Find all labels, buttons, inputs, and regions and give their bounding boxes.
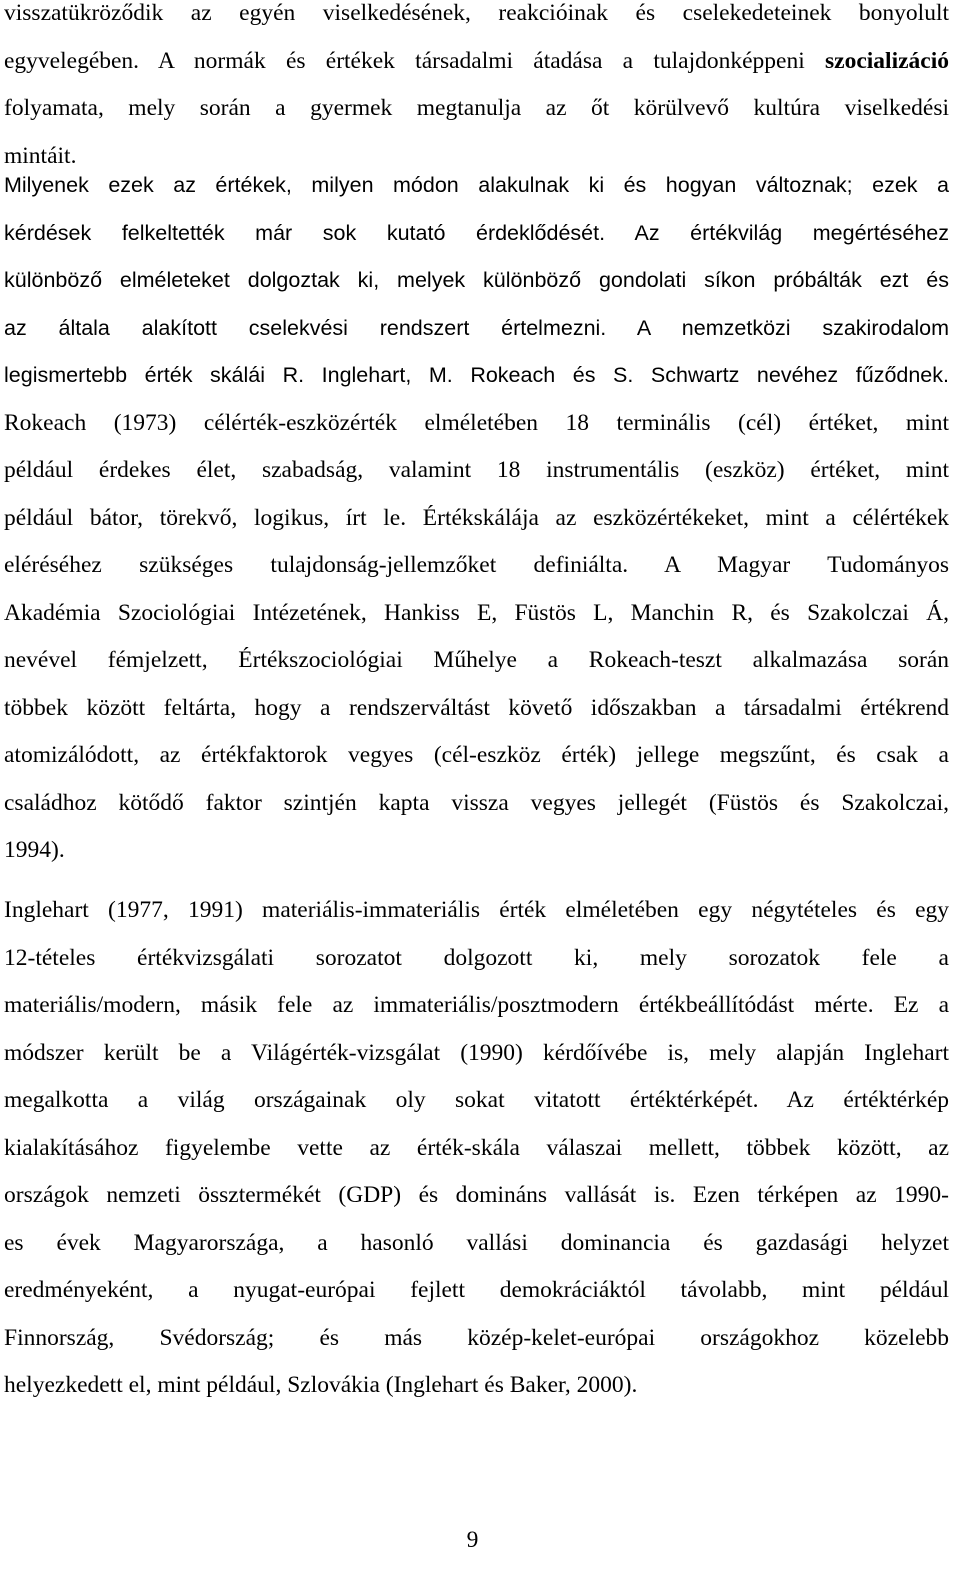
- text-line: 12-tételes értékvizsgálati sorozatot dolgozott ki, mely sorozatok fele a: [4, 944, 949, 971]
- text-line: Milyenek ezek az értékek, milyen módon alakulnak ki és hogyan változnak; ezek a: [4, 173, 949, 197]
- text-line: többek között feltárta, hogy a rendszerváltást követő időszakban a társadalmi értékrend: [4, 694, 949, 721]
- text-line: visszatükröződik az egyén viselkedésének, reakcióinak és cselekedeteinek bonyolult: [4, 0, 949, 26]
- text-line: különböző elméleteket dolgoztak ki, melyek különböző gondolati síkon próbálták ezt és: [4, 268, 949, 292]
- text-line: Inglehart (1977, 1991) materiális-immateriális érték elméletében egy négytételes és egy: [4, 897, 949, 923]
- text-fragment: Az értékvilág megértéséhez: [634, 220, 949, 245]
- text-line: legismertebb érték skálái R. Inglehart, M. Rokeach és S. Schwartz nevéhez fűződnek.: [4, 363, 949, 387]
- text-line: [4, 38, 949, 86]
- page-number: 9: [466, 1527, 479, 1553]
- text-fragment: egyvelegében. A normák és értékek társadalmi átadása a tulajdonképpeni: [4, 47, 805, 74]
- text-line: országok nemzeti össztermékét (GDP) és domináns vallását is. Ezen térképen az 1990-: [4, 1182, 949, 1208]
- text-line: eléréséhez szükséges tulajdonság-jellemzőket definiálta. A Magyar Tudományos: [4, 552, 949, 578]
- text-line: módszer került be a Világérték-vizsgálat (1990) kérdőívébe is, mely alapján Inglehart: [4, 1039, 949, 1066]
- paragraph-rokeach: [4, 162, 949, 875]
- text-line: kialakításához figyelembe vette az érték-skála válaszai mellett, többek között, az: [4, 1134, 949, 1161]
- text-line: Akadémia Szociológiai Intézetének, Hankiss E, Füstös L, Manchin R, és Szakolczai Á,: [4, 599, 949, 626]
- text-line: Finnország, Svédország; és más közép-kelet-európai országokhoz közelebb: [4, 1324, 949, 1351]
- text-line: például érdekes élet, szabadság, valamint 18 instrumentális (eszköz) értéket, mint: [4, 457, 949, 483]
- text-line: 1994).: [4, 837, 65, 863]
- text-line: megalkotta a világ országainak oly sokat vitatott értéktérképét. Az értéktérkép: [4, 1087, 949, 1113]
- paragraph-inglehart: [4, 887, 949, 1410]
- text-line: például bátor, törekvő, logikus, írt le. Értékskálája az eszközértékeket, mint a célértékek: [4, 504, 949, 531]
- text-line: materiális/modern, másik fele az immateriális/posztmodern értékbeállítódást mérte. Ez a: [4, 992, 949, 1018]
- text-fragment: kérdések felkeltették már sok kutató érdeklődését.: [4, 220, 606, 245]
- text-line: helyezkedett el, mint például, Szlovákia (Inglehart és Baker, 2000).: [4, 1372, 638, 1398]
- text-line: családhoz kötődő faktor szintjén kapta vissza vegyes jellegét (Füstös és Szakolczai,: [4, 789, 949, 816]
- text-line: nevével fémjelzett, Értékszociológiai Műhelye a Rokeach-teszt alkalmazása során: [4, 647, 949, 673]
- text-line: mintáit.: [4, 142, 77, 169]
- paragraph-socialization: [4, 0, 949, 180]
- text-line: folyamata, mely során a gyermek megtanulja az őt körülvevő kultúra viselkedési: [4, 95, 949, 121]
- text-line: Rokeach (1973) célérték-eszközérték elméletében 18 terminális (cél) értéket, mint: [4, 409, 949, 436]
- text-line: es évek Magyarországa, a hasonló vallási dominancia és gazdasági helyzet: [4, 1229, 949, 1256]
- text-line: eredményeként, a nyugat-európai fejlett demokráciáktól távolabb, mint például: [4, 1277, 949, 1303]
- text-line: az általa alakított cselekvési rendszert értelmezni. A nemzetközi szakirodalom: [4, 315, 949, 340]
- text-line: atomizálódott, az értékfaktorok vegyes (cél-eszköz érték) jellege megszűnt, és csak a: [4, 742, 949, 768]
- bold-term: szocializáció: [825, 47, 949, 74]
- text-line: [4, 210, 949, 258]
